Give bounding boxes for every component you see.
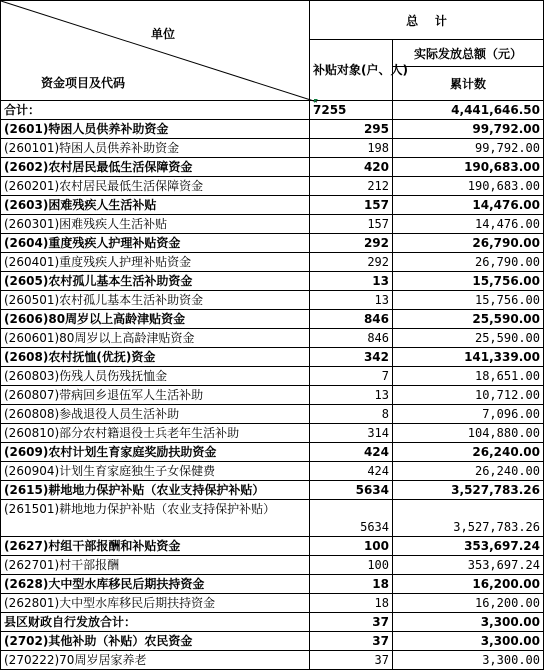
recipients-count-cell: 37	[310, 651, 393, 670]
amount-cell: 14,476.00	[393, 215, 544, 234]
table-row	[1, 101, 544, 120]
recipients-count-cell: 420	[310, 158, 393, 177]
table-row	[1, 632, 544, 651]
item-name-cell: (260201)农村居民最低生活保障资金	[1, 177, 310, 196]
recipients-count-cell: 157	[310, 215, 393, 234]
item-name-cell: (2603)困难残疾人生活补贴	[1, 196, 310, 215]
recipients-count-cell: 37	[310, 632, 393, 651]
table-row	[1, 500, 544, 537]
item-name-cell: 县区财政自行发放合计：	[1, 613, 310, 632]
amount-cell: 104,880.00	[393, 424, 544, 443]
amount-cell: 3,527,783.26	[393, 481, 544, 500]
table-row	[1, 537, 544, 556]
amount-cell: 3,527,783.26	[393, 500, 544, 537]
recipients-count-cell: 424	[310, 443, 393, 462]
table-row	[1, 158, 544, 177]
item-name-cell: (2606)80周岁以上高龄津贴资金	[1, 310, 310, 329]
recipients-count-cell: 13	[310, 272, 393, 291]
recipients-count-cell: 198	[310, 139, 393, 158]
amount-cell: 10,712.00	[393, 386, 544, 405]
table-row	[1, 594, 544, 613]
amount-cell: 25,590.00	[393, 310, 544, 329]
table-row	[1, 556, 544, 575]
cell-error-marker	[314, 99, 318, 103]
table-row	[1, 424, 544, 443]
item-label: 资金项目及代码	[41, 76, 126, 90]
recipients-count-cell: 100	[310, 537, 393, 556]
item-name-cell: (2601)特困人员供养补助资金	[1, 120, 310, 139]
item-name-cell: (260807)带病回乡退伍军人生活补助	[1, 386, 310, 405]
amount-cell: 18,651.00	[393, 367, 544, 386]
item-name-cell: (2608)农村抚恤(优抚)资金	[1, 348, 310, 367]
recipients-count-cell: 295	[310, 120, 393, 139]
total-header	[310, 1, 544, 40]
table-row	[1, 386, 544, 405]
table-row	[1, 481, 544, 500]
amount-cell: 190,683.00	[393, 177, 544, 196]
amount-cell: 26,790.00	[393, 234, 544, 253]
item-name-cell: (2628)大中型水库移民后期扶持资金	[1, 575, 310, 594]
recipients-count-cell: 18	[310, 575, 393, 594]
recipients-count-cell: 846	[310, 310, 393, 329]
recipients-count-cell: 212	[310, 177, 393, 196]
recipients-header: 补贴对象(户、人)	[310, 40, 393, 101]
amount-cell: 141,339.00	[393, 348, 544, 367]
amount-cell: 190,683.00	[393, 158, 544, 177]
item-name-cell: (2615)耕地地力保护补贴（农业支持保护补贴）	[1, 481, 310, 500]
amount-cell: 99,792.00	[393, 139, 544, 158]
table-row	[1, 405, 544, 424]
table-row	[1, 310, 544, 329]
amount-cell: 4,441,646.50	[393, 101, 544, 120]
diagonal-header-cell	[1, 1, 310, 101]
item-name-cell: (262801)大中型水库移民后期扶持资金	[1, 594, 310, 613]
recipients-count-cell: 100	[310, 556, 393, 575]
total-label: 总 计	[406, 13, 447, 28]
recipients-count-cell: 292	[310, 234, 393, 253]
table-row	[1, 651, 544, 670]
table-row	[1, 613, 544, 632]
table-row	[1, 443, 544, 462]
item-name-cell: (2605)农村孤儿基本生活补助资金	[1, 272, 310, 291]
item-name-cell: (261501)耕地地力保护补贴（农业支持保护补贴）	[1, 500, 310, 537]
item-name-cell: (270222)70周岁居家养老	[1, 651, 310, 670]
table-row	[1, 253, 544, 272]
unit-label: 单位	[151, 27, 176, 41]
table-row	[1, 215, 544, 234]
amount-cell: 14,476.00	[393, 196, 544, 215]
table-row	[1, 139, 544, 158]
recipients-count-cell: 13	[310, 291, 393, 310]
table-row	[1, 462, 544, 481]
item-name-cell: (2604)重度残疾人护理补贴资金	[1, 234, 310, 253]
item-name-cell: (260808)参战退役人员生活补助	[1, 405, 310, 424]
recipients-count-cell: 5634	[310, 481, 393, 500]
item-name-cell: (260101)特困人员供养补助资金	[1, 139, 310, 158]
item-name-cell: (260301)困难残疾人生活补贴	[1, 215, 310, 234]
item-name-cell: (260501)农村孤儿基本生活补助资金	[1, 291, 310, 310]
amount-cell: 3,300.00	[393, 613, 544, 632]
recipients-count-cell: 5634	[310, 500, 393, 537]
item-name-cell: (2602)农村居民最低生活保障资金	[1, 158, 310, 177]
table-row	[1, 575, 544, 594]
header-row-1	[1, 1, 544, 40]
item-name-cell: (260601)80周岁以上高龄津贴资金	[1, 329, 310, 348]
recipients-count-cell: 7	[310, 367, 393, 386]
recipients-count-cell: 18	[310, 594, 393, 613]
item-name-cell: (260810)部分农村籍退役士兵老年生活补助	[1, 424, 310, 443]
recipients-count-cell: 342	[310, 348, 393, 367]
table-row	[1, 272, 544, 291]
recipients-count-cell: 37	[310, 613, 393, 632]
amount-cell: 16,200.00	[393, 575, 544, 594]
recipients-count-cell: 314	[310, 424, 393, 443]
amount-cell: 7,096.00	[393, 405, 544, 424]
amount-cell: 26,790.00	[393, 253, 544, 272]
amount-cell: 3,300.00	[393, 632, 544, 651]
amount-cell: 25,590.00	[393, 329, 544, 348]
table-row	[1, 348, 544, 367]
amount-header: 实际发放总额（元）	[393, 40, 544, 67]
recipients-count-cell: 8	[310, 405, 393, 424]
amount-cell: 99,792.00	[393, 120, 544, 139]
item-name-cell: (2702)其他补助（补贴）农民资金	[1, 632, 310, 651]
item-name-cell: 合计：	[1, 101, 310, 120]
amount-cell: 15,756.00	[393, 291, 544, 310]
table-row	[1, 367, 544, 386]
recipients-count-cell: 424	[310, 462, 393, 481]
recipients-count-cell: 157	[310, 196, 393, 215]
table-row	[1, 120, 544, 139]
amount-cell: 353,697.24	[393, 537, 544, 556]
amount-cell: 15,756.00	[393, 272, 544, 291]
item-name-cell: (2627)村组干部报酬和补贴资金	[1, 537, 310, 556]
table-row	[1, 329, 544, 348]
recipients-count-cell: 292	[310, 253, 393, 272]
recipients-count-cell: 7255	[310, 101, 393, 120]
table-row	[1, 177, 544, 196]
item-name-cell: (260803)伤残人员伤残抚恤金	[1, 367, 310, 386]
item-name-cell: (260401)重度残疾人护理补贴资金	[1, 253, 310, 272]
table-row	[1, 234, 544, 253]
item-name-cell: (2609)农村计划生育家庭奖励扶助资金	[1, 443, 310, 462]
amount-cell: 353,697.24	[393, 556, 544, 575]
item-name-cell: (260904)计划生育家庭独生子女保健费	[1, 462, 310, 481]
item-name-cell: (262701)村干部报酬	[1, 556, 310, 575]
recipients-count-cell: 846	[310, 329, 393, 348]
amount-cell: 16,200.00	[393, 594, 544, 613]
recipients-count-cell: 13	[310, 386, 393, 405]
table-row	[1, 291, 544, 310]
amount-cell: 26,240.00	[393, 443, 544, 462]
amount-cell: 26,240.00	[393, 462, 544, 481]
amount-cell: 3,300.00	[393, 651, 544, 670]
table-row	[1, 196, 544, 215]
cumulative-header: 累计数	[393, 67, 544, 101]
